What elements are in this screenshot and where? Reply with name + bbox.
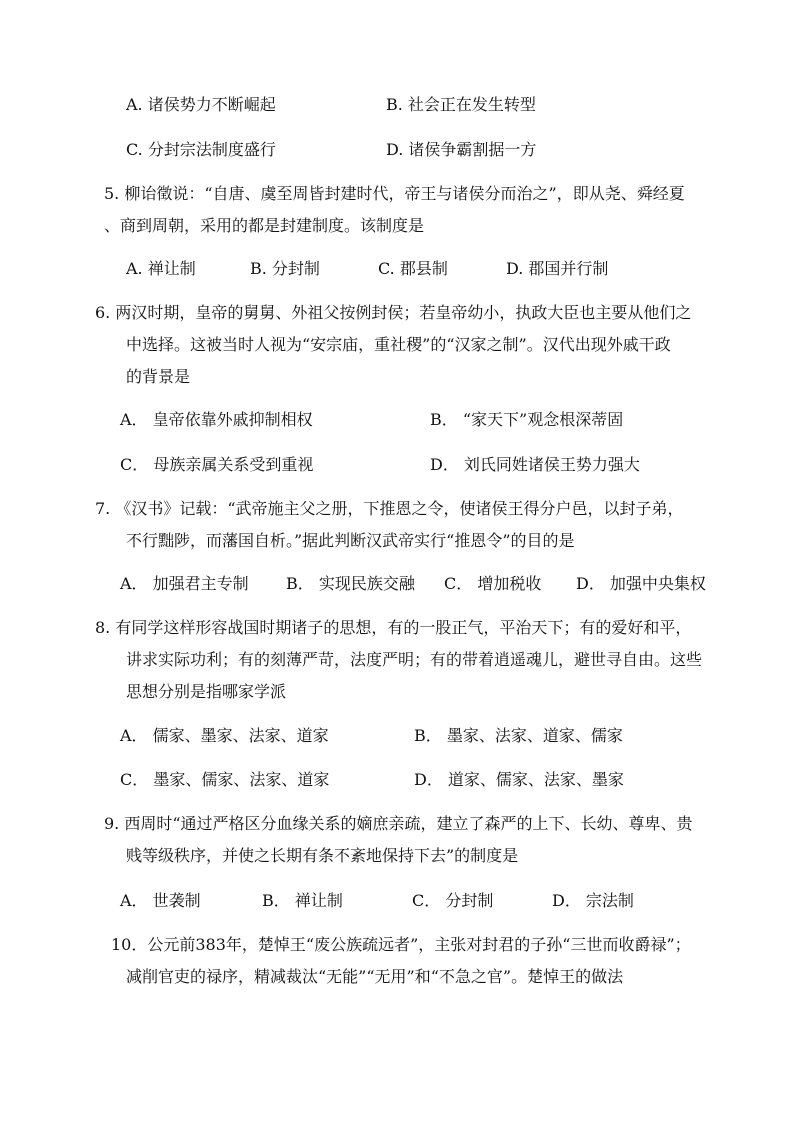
q7-stem-line-1: 7. 《汉书》记载：“武帝施主父之册，下推恩之令，使诸侯王得分户邑，以封子弟， — [95, 499, 684, 518]
q9-option-c: C． 分封制 — [412, 891, 494, 910]
q5-option-a: A. 禅让制 — [126, 259, 196, 278]
q6-stem-line-3: 的背景是 — [126, 367, 191, 386]
q8-option-b: B． 墨家、法家、道家、儒家 — [414, 726, 623, 745]
q6-option-c: C． 母族亲属关系受到重视 — [120, 455, 314, 474]
q4-option-b: B. 社会正在发生转型 — [386, 95, 536, 114]
q7-option-a: A． 加强君主专制 — [120, 574, 249, 593]
q10-stem-line-1: 10．公元前383年，楚悼王“废公族疏远者”，主张对封君的子孙“三世而收爵禄”； — [111, 935, 691, 954]
q6-option-d: D． 刘氏同姓诸侯王势力强大 — [430, 455, 640, 474]
q5-option-d: D. 郡国并行制 — [506, 259, 609, 278]
q8-option-d: D． 道家、儒家、法家、墨家 — [414, 770, 624, 789]
q8-option-a: A． 儒家、墨家、法家、道家 — [120, 726, 329, 745]
q9-option-d: D． 宗法制 — [552, 891, 634, 910]
q6-option-a: A． 皇帝依靠外戚抑制相权 — [120, 410, 313, 429]
q9-stem-line-1: 9. 西周时“通过严格区分血缘关系的嫡庶亲疏，建立了森严的上下、长幼、尊卑、贵 — [104, 814, 693, 833]
q10-stem-line-2: 减削官吏的禄序，精减裁汰“无能”“无用”和“不急之官”。楚悼王的做法 — [126, 967, 624, 986]
q9-stem-line-2: 贱等级秩序，并使之长期有条不紊地保持下去”的制度是 — [126, 846, 519, 865]
q6-stem-line-2: 中选择。这被当时人视为“安宗庙，重社稷”的“汉家之制”。汉代出现外戚干政 — [126, 335, 671, 354]
q7-option-d: D． 加强中央集权 — [576, 574, 706, 593]
q7-option-b: B． 实现民族交融 — [286, 574, 415, 593]
q5-option-c: C. 郡县制 — [378, 259, 448, 278]
q8-stem-line-2: 讲求实际功利；有的刻薄严苛，法度严明；有的带着逍遥魂儿，避世寻自由。这些 — [126, 650, 703, 669]
q4-option-c: C. 分封宗法制度盛行 — [126, 140, 276, 159]
q7-stem-line-2: 不行黜陟，而藩国自析。”据此判断汉武帝实行“推恩令”的目的是 — [126, 531, 575, 550]
q9-option-b: B． 禅让制 — [262, 891, 343, 910]
q8-stem-line-3: 思想分别是指哪家学派 — [126, 682, 287, 701]
q5-stem-line-1: 5. 柳诒徵说：“自唐、虞至周皆封建时代，帝王与诸侯分而治之”，即从尧、舜经夏 — [104, 184, 685, 203]
q5-stem-line-2: 、商到周朝，采用的都是封建制度。该制度是 — [104, 216, 425, 235]
q8-stem-line-1: 8. 有同学这样形容战国时期诸子的思想，有的一股正气，平治天下；有的爱好和平， — [95, 618, 692, 637]
q4-option-a: A. 诸侯势力不断崛起 — [126, 95, 276, 114]
q5-option-b: B. 分封制 — [250, 259, 320, 278]
q8-option-c: C． 墨家、儒家、法家、道家 — [120, 770, 330, 789]
q9-option-a: A． 世袭制 — [120, 891, 201, 910]
q6-stem-line-1: 6. 两汉时期，皇帝的舅舅、外祖父按例封侯；若皇帝幼小，执政大臣也主要从他们之 — [95, 303, 692, 322]
q6-option-b: B． “家天下”观念根深蒂固 — [430, 410, 624, 429]
q4-option-d: D. 诸侯争霸割据一方 — [386, 140, 537, 159]
q7-option-c: C． 增加税收 — [444, 574, 542, 593]
